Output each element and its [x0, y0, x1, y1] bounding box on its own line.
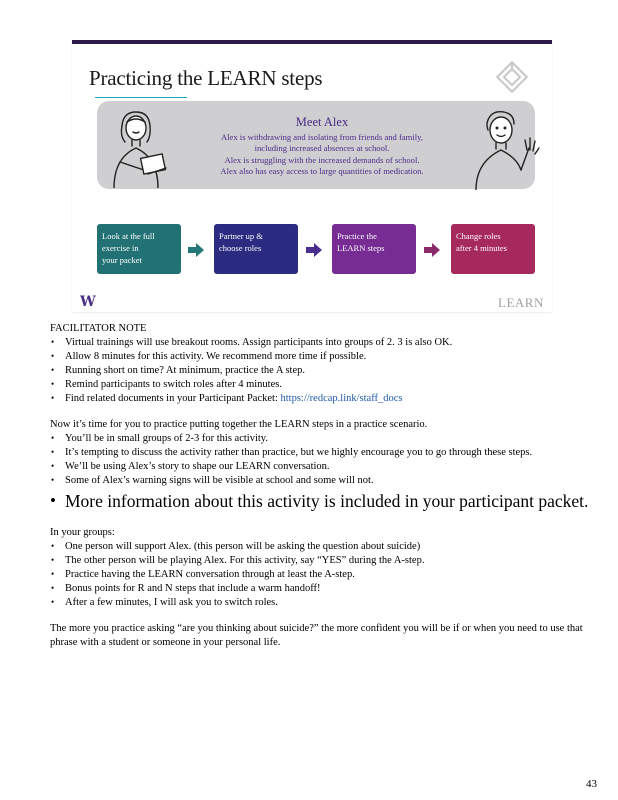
- arrow-right-icon: [188, 243, 204, 257]
- list-item: • Practice having the LEARN conversation through at least the A-step.: [50, 568, 590, 582]
- list-item: • Virtual trainings will use breakout rooms. Assign participants into groups of 2. 3 is also OK.: [50, 336, 590, 350]
- groups-list: [50, 540, 590, 610]
- meet-alex-title: Meet Alex: [295, 115, 349, 129]
- list-item: • You’ll be in small groups of 2-3 for this activity.: [50, 432, 590, 446]
- list-item: • After a few minutes, I will ask you to switch roles.: [50, 596, 590, 610]
- list-item: [50, 392, 590, 406]
- list-item: • Running short on time? At minimum, practice the A step.: [50, 364, 590, 378]
- list-item: • The other person will be playing Alex. For this activity, say “YES” during the A-step.: [50, 554, 590, 568]
- step-change-roles: Change roles after 4 minutes: [451, 224, 535, 274]
- alex-line: Alex is withdrawing and isolating from friends and family,: [220, 132, 424, 142]
- facilitator-heading: FACILITATOR NOTE: [50, 323, 147, 334]
- facilitator-list: [50, 336, 590, 406]
- intro-list: [50, 432, 590, 513]
- list-item: • Some of Alex’s warning signs will be visible at school and some will not.: [50, 474, 590, 488]
- alex-description: [176, 132, 468, 177]
- slide-title: Practicing the LEARN steps: [89, 66, 323, 90]
- staff-docs-link[interactable]: https://redcap.link/staff_docs: [280, 392, 403, 404]
- list-item: • Remind participants to switch roles after 4 minutes.: [50, 378, 590, 392]
- slide: [72, 40, 552, 312]
- step-look-at-exercise: Look at the full exercise in your packet: [97, 224, 181, 274]
- person-with-laptop-icon: [100, 102, 172, 188]
- learn-logo-icon: [493, 58, 531, 96]
- related-docs-text: Find related documents in your Participant Packet:: [65, 392, 278, 404]
- person-waving-icon: [472, 106, 540, 190]
- list-item: • We’ll be using Alex’s story to shape our LEARN conversation.: [50, 460, 590, 474]
- list-item-emphasis: • More information about this activity is included in your participant packet.: [50, 489, 590, 513]
- step-practice: Practice the LEARN steps: [332, 224, 416, 274]
- arrow-right-icon: [424, 243, 440, 257]
- list-item: • Allow 8 minutes for this activity. We recommend more time if possible.: [50, 350, 590, 364]
- uw-logo: W: [80, 294, 96, 310]
- closing-text: The more you practice asking “are you thinking about suicide?” the more confident you will be if or when you need to use that phrase with a student or someone in your personal life.: [50, 623, 583, 649]
- title-underline: [95, 97, 187, 98]
- page-number: 43: [586, 778, 597, 790]
- step-partner-up: Partner up & choose roles: [214, 224, 298, 274]
- alex-line: Alex is struggling with the increased demands of school.: [224, 154, 420, 165]
- list-item: • Bonus points for R and N steps that include a warm handoff!: [50, 582, 590, 596]
- learn-watermark: LEARN: [498, 295, 544, 310]
- alex-line: Alex also has easy access to large quantities of medication.: [220, 165, 424, 176]
- list-item: • It’s tempting to discuss the activity rather than practice, but we highly encourage you to go through these steps.: [50, 446, 590, 460]
- list-item: • One person will support Alex. (this person will be asking the question about suicide): [50, 540, 590, 554]
- alex-line: including increased absences at school.: [254, 143, 390, 154]
- intro-text: Now it’s time for you to practice putting together the LEARN steps in a practice scenario.: [50, 419, 428, 431]
- arrow-right-icon: [306, 243, 322, 257]
- groups-heading: In your groups:: [50, 526, 115, 538]
- notes: [50, 322, 590, 650]
